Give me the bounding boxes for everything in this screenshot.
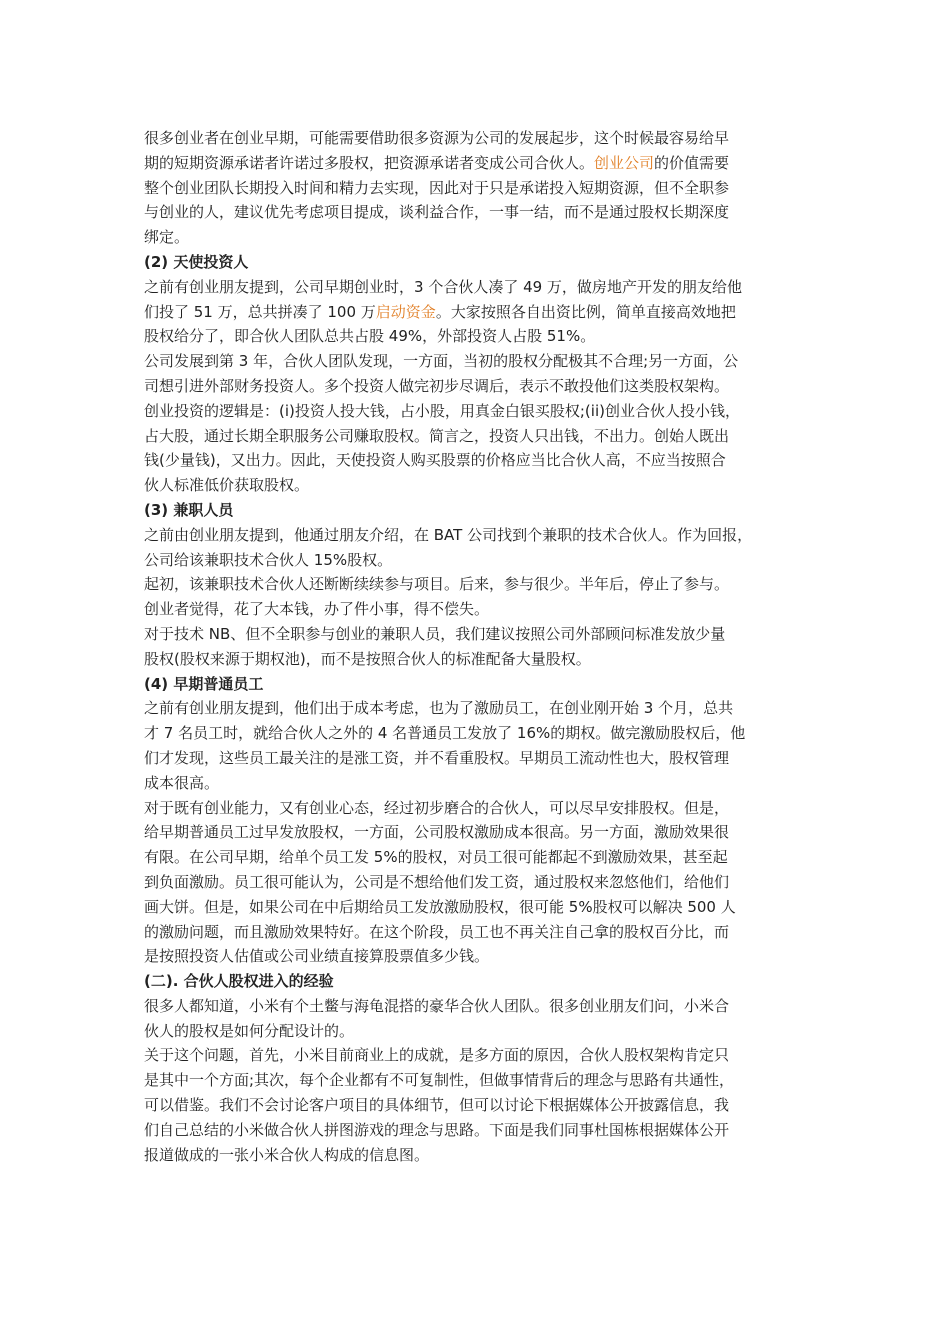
paragraph-line: 是按照投资人估值或公司业绩直接算股票值多少钱。: [144, 947, 490, 966]
section-heading: (2) 天使投资人: [144, 252, 249, 271]
section-heading: (二). 合伙人股权进入的经验: [144, 972, 334, 991]
inline-link[interactable]: 创业公司: [594, 153, 655, 172]
paragraph-line: 股权给分了，即合伙人团队总共占股 49%，外部投资人占股 51%。: [144, 327, 596, 346]
paragraph-line: 公司发展到第 3 年，合伙人团队发现，一方面，当初的股权分配极其不合理;另一方面，公: [144, 352, 739, 371]
paragraph-line: 关于这个问题，首先，小米目前商业上的成就，是多方面的原因，合伙人股权架构肯定只: [144, 1046, 730, 1065]
paragraph-line: 可以借鉴。我们不会讨论客户项目的具体细节，但可以讨论下根据媒体公开披露信息，我: [144, 1096, 730, 1115]
paragraph-line: 对于既有创业能力，又有创业心态，经过初步磨合的合伙人，可以尽早安排股权。但是，: [144, 798, 730, 817]
paragraph-line: 公司给该兼职技术合伙人 15%股权。: [144, 550, 393, 569]
paragraph-line: 给早期普通员工过早发放股权，一方面，公司股权激励成本很高。另一方面，激励效果很: [144, 823, 730, 842]
paragraph-line: 股权(股权来源于期权池)，而不是按照合伙人的标准配备大量股权。: [144, 649, 591, 668]
paragraph-line: 绑定。: [144, 228, 190, 247]
paragraph-line: 成本很高。: [144, 773, 220, 792]
paragraph-line: 创业者觉得，花了大本钱，办了件小事，得不偿失。: [144, 600, 490, 619]
paragraph-line: 很多创业者在创业早期，可能需要借助很多资源为公司的发展起步，这个时候最容易给早: [144, 129, 730, 147]
section-heading: (3) 兼职人员: [144, 500, 234, 519]
paragraph-line: 画大饼。但是，如果公司在中后期给员工发放激励股权，很可能 5%股权可以解决 500 人: [144, 897, 736, 916]
paragraph-line: [144, 151, 814, 176]
paragraph-line: 伙人标准低价获取股权。: [144, 476, 310, 495]
paragraph-line: [144, 300, 814, 325]
paragraph-line: 之前有创业朋友提到，公司早期创业时，3 个合伙人凑了 49 万，做房地产开发的朋友给他: [144, 277, 742, 296]
paragraph-line: 是其中一个方面;其次，每个企业都有不可复制性，但做事情背后的理念与思路有共通性，: [144, 1071, 735, 1090]
paragraph-line: 创业投资的逻辑是：(i)投资人投大钱，占小股，用真金白银买股权;(ii)创业合伙人投小钱，: [144, 401, 740, 420]
paragraph-line: 起初，该兼职技术合伙人还断断续续参与项目。后来，参与很少。半年后，停止了参与。: [144, 575, 730, 594]
paragraph-line: 才 7 名员工时，就给合伙人之外的 4 名普通员工发放了 16%的期权。做完激励股权后，他: [144, 724, 746, 743]
paragraph-line: 的激励问题，而且激励效果特好。在这个阶段，员工也不再关注自己拿的股权百分比，而: [144, 922, 730, 941]
paragraph-line: 报道做成的一张小米合伙人构成的信息图。: [144, 1145, 430, 1164]
section-heading: (4) 早期普通员工: [144, 674, 264, 693]
text-segment: 的价值需要: [654, 153, 730, 172]
paragraph-line: 们才发现，这些员工最关注的是涨工资，并不看重股权。早期员工流动性也大，股权管理: [144, 748, 730, 767]
inline-link[interactable]: 启动资金: [375, 302, 436, 321]
paragraph-line: 很多人都知道，小米有个土鳖与海龟混搭的豪华合伙人团队。很多创业朋友们问，小米合: [144, 996, 730, 1015]
document-body: [144, 126, 814, 1167]
paragraph-line: 之前由创业朋友提到，他通过朋友介绍，在 BAT 公司找到个兼职的技术合伙人。作为回报，: [144, 525, 753, 544]
text-segment: 们投了 51 万，总共拼凑了 100 万: [144, 302, 376, 321]
paragraph-line: 之前有创业朋友提到，他们出于成本考虑，也为了激励员工，在创业刚开始 3 个月，总共: [144, 699, 734, 718]
paragraph-line: 对于技术 NB、但不全职参与创业的兼职人员，我们建议按照公司外部顾问标准发放少量: [144, 624, 726, 643]
paragraph-line: 占大股，通过长期全职服务公司赚取股权。简言之，投资人只出钱，不出力。创始人既出: [144, 426, 730, 445]
paragraph-line: 整个创业团队长期投入时间和精力去实现，因此对于只是承诺投入短期资源，但不全职参: [144, 178, 730, 197]
text-segment: 。大家按照各自出资比例，简单直接高效地把: [435, 302, 736, 321]
paragraph-line: 到负面激励。员工很可能认为，公司是不想给他们发工资，通过股权来忽悠他们，给他们: [144, 872, 730, 891]
paragraph-line: 司想引进外部财务投资人。多个投资人做完初步尽调后，表示不敢投他们这类股权架构。: [144, 376, 730, 395]
text-segment: 期的短期资源承诺者许诺过多股权，把资源承诺者变成公司合伙人。: [144, 153, 595, 172]
paragraph-line: 与创业的人，建议优先考虑项目提成，谈利益合作，一事一结，而不是通过股权长期深度: [144, 203, 730, 222]
paragraph-line: 钱(少量钱)，又出力。因此，天使投资人购买股票的价格应当比合伙人高，不应当按照合: [144, 451, 726, 470]
paragraph-line: 有限。在公司早期，给单个员工发 5%的股权，对员工很可能都起不到激励效果，甚至起: [144, 848, 728, 867]
paragraph-line: 们自己总结的小米做合伙人拼图游戏的理念与思路。下面是我们同事杜国栋根据媒体公开: [144, 1120, 730, 1139]
paragraph-line: 伙人的股权是如何分配设计的。: [144, 1021, 355, 1040]
